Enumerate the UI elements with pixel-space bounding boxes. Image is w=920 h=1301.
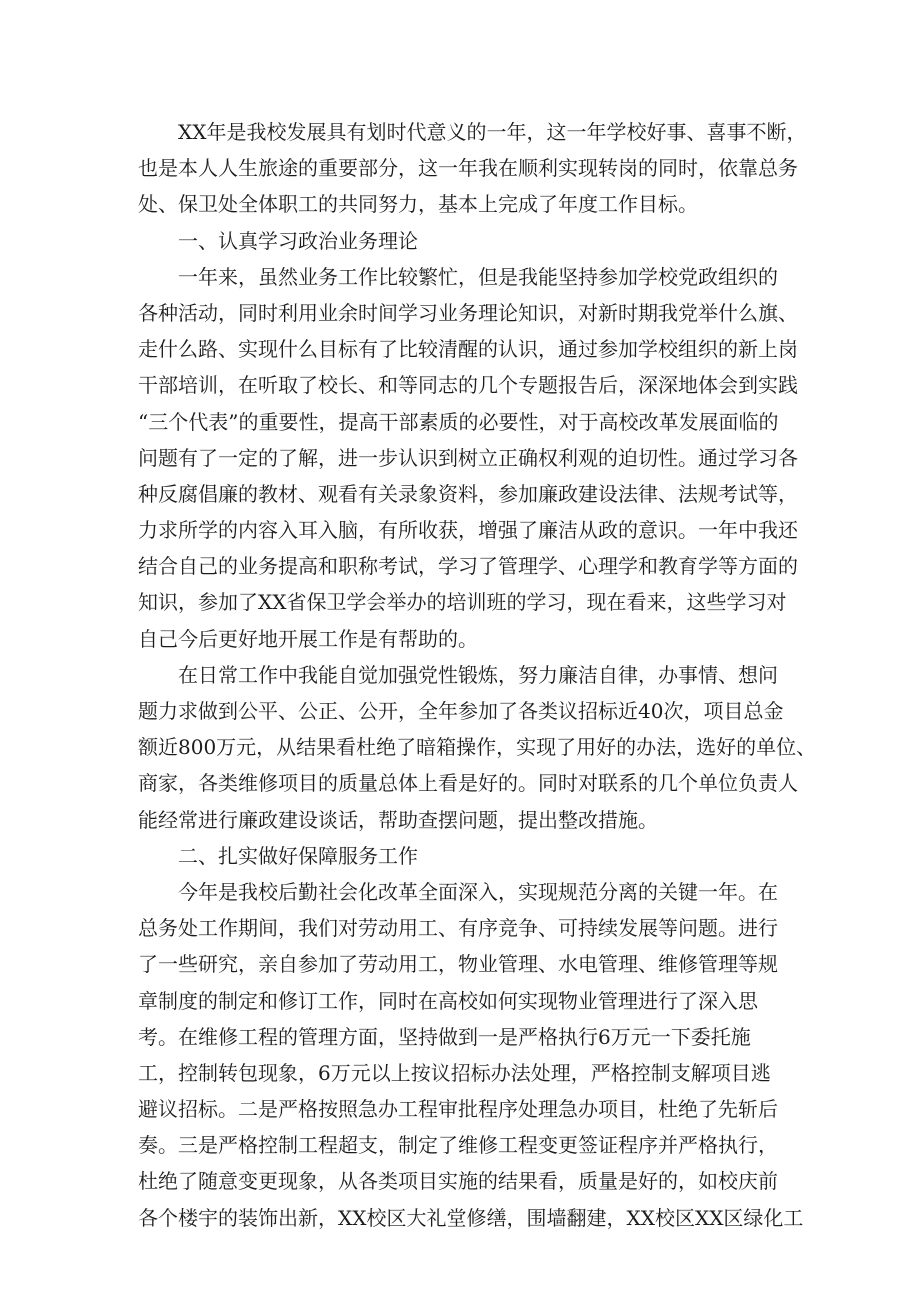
text-line: 种反腐倡廉的教材、观看有关录象资料，参加廉政建设法律、法规考试等， xyxy=(138,481,798,506)
text-line: 一年来，虽然业务工作比较繁忙，但是我能坚持参加学校党政组织的 xyxy=(138,264,778,289)
text-line: 知识，参加了XX省保卫学会举办的培训班的学习，现在看来，这些学习对 xyxy=(138,590,787,615)
text-line: 考。在维修工程的管理方面，坚持做到一是严格执行6万元一下委托施 xyxy=(138,1024,751,1049)
text-line: 章制度的制定和修订工作，同时在高校如何实现物业管理进行了深入思 xyxy=(138,988,758,1013)
text-line: 额近800万元，从结果看杜绝了暗箱操作，实现了用好的办法，选好的单位、 xyxy=(138,735,817,760)
text-line: 处、保卫处全体职工的共同努力，基本上完成了年度工作目标。 xyxy=(138,192,698,217)
text-line: 了一些研究，亲自参加了劳动用工，物业管理、水电管理、维修管理等规 xyxy=(138,952,778,977)
text-line: 自己今后更好地开展工作是有帮助的。 xyxy=(138,626,478,651)
text-line: 也是本人人生旅途的重要部分，这一年我在顺利实现转岗的同时，依靠总务 xyxy=(138,156,798,181)
text-line: 奏。三是严格控制工程超支，制定了维修工程变更签证程序并严格执行， xyxy=(138,1133,778,1158)
text-line: XX年是我校发展具有划时代意义的一年，这一年学校好事、喜事不断， xyxy=(138,120,807,144)
text-line: 力求所学的内容入耳入脑，有所收获，增强了廉洁从政的意识。一年中我还 xyxy=(138,518,798,543)
section-heading: 一、认真学习政治业务理论 xyxy=(138,228,418,253)
text-line: 避议招标。二是严格按照急办工程审批程序处理急办项目，杜绝了先斩后 xyxy=(138,1097,778,1122)
text-line: 走什么路、实现什么目标有了比较清醒的认识，通过参加学校组织的新上岗 xyxy=(138,337,798,362)
text-line: 杜绝了随意变更现象，从各类项目实施的结果看，质量是好的，如校庆前 xyxy=(138,1169,778,1194)
text-line: 今年是我校后勤社会化改革全面深入，实现规范分离的关键一年。在 xyxy=(138,879,778,904)
document-body xyxy=(138,114,817,1236)
text-line: 结合自己的业务提高和职称考试，学习了管理学、心理学和教育学等方面的 xyxy=(138,554,798,579)
text-line: 工，控制转包现象，6万元以上按议招标办法处理，严格控制支解项目逃 xyxy=(138,1060,771,1085)
text-line: 能经常进行廉政建设谈话，帮助查摆问题，提出整改措施。 xyxy=(138,807,658,832)
text-line: 在日常工作中我能自觉加强党性锻炼，努力廉洁自律，办事情、想问 xyxy=(138,662,778,687)
text-line: 商家，各类维修项目的质量总体上看是好的。同时对联系的几个单位负责人 xyxy=(138,771,798,796)
text-line: 干部培训，在听取了校长、和等同志的几个专题报告后，深深地体会到实践 xyxy=(138,373,798,398)
section-heading: 二、扎实做好保障服务工作 xyxy=(138,843,418,868)
text-line: 各种活动，同时利用业余时间学习业务理论知识，对新时期我党举什么旗、 xyxy=(138,300,798,325)
text-line: 总务处工作期间，我们对劳动用工、有序竞争、可持续发展等问题。进行 xyxy=(138,916,778,941)
text-line: “三个代表”的重要性，提高干部素质的必要性，对于高校改革发展面临的 xyxy=(138,409,779,434)
text-line: 题力求做到公平、公正、公开，全年参加了各类议招标近40次，项目总金 xyxy=(138,699,784,723)
text-line: 问题有了一定的了解，进一步认识到树立正确权利观的迫切性。通过学习各 xyxy=(138,445,798,470)
text-line: 各个楼宇的装饰出新，XX校区大礼堂修缮，围墙翻建，XX校区XX区绿化工 xyxy=(138,1205,804,1230)
